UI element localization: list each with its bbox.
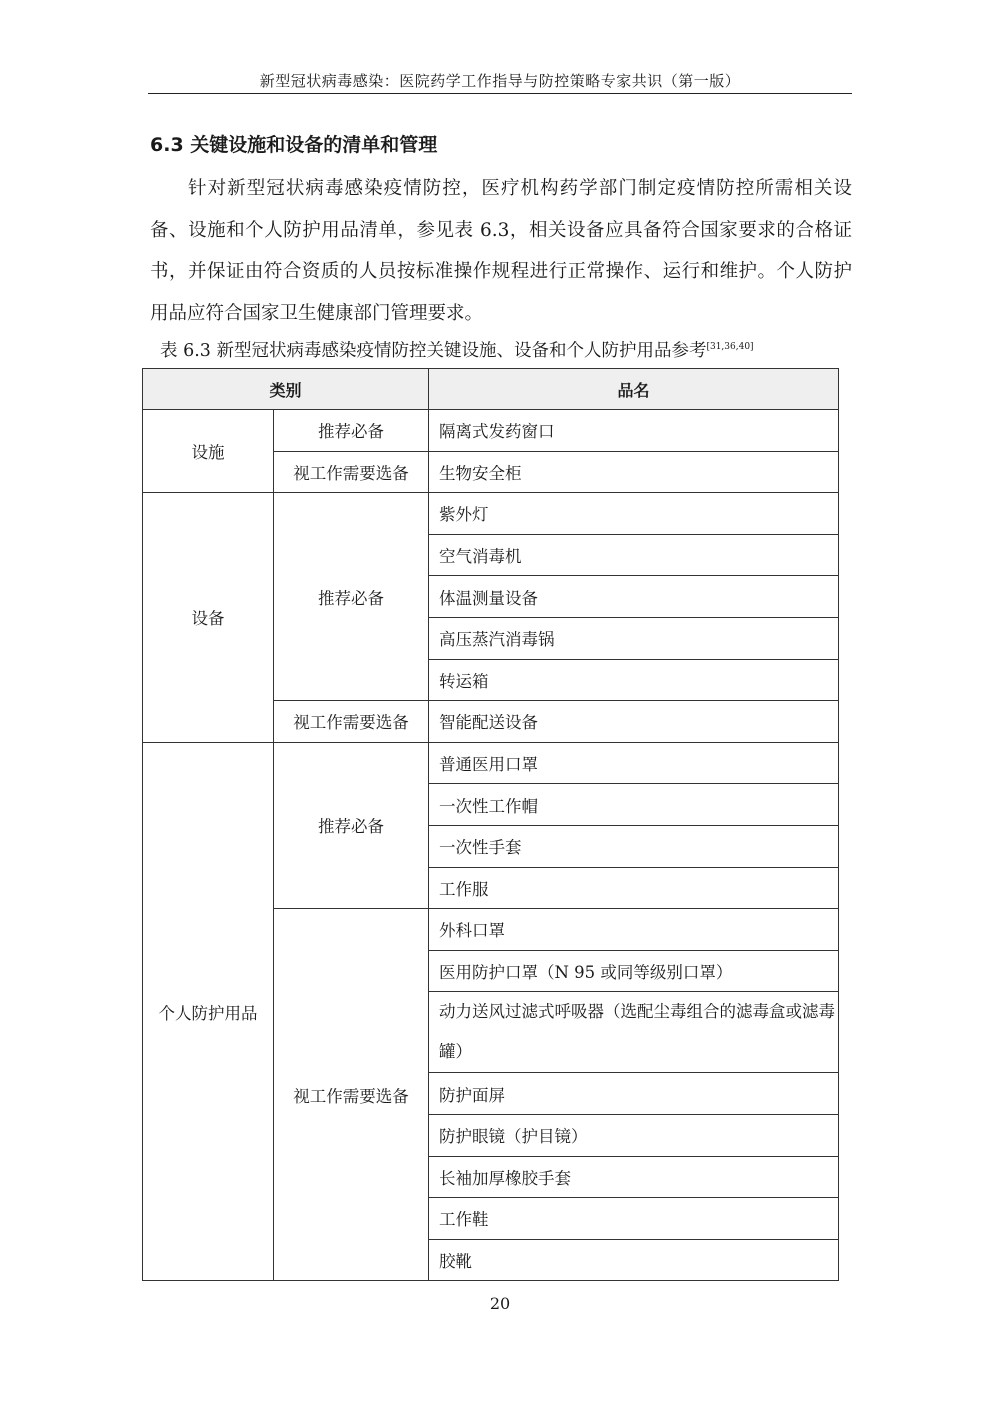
page-number: 20	[489, 1294, 511, 1313]
item-cell: 外科口罩	[429, 909, 839, 951]
item-cell: 普通医用口罩	[429, 742, 839, 784]
item-cell: 智能配送设备	[429, 701, 839, 743]
subcategory-cell: 推荐必备	[274, 493, 429, 701]
subcategory-cell: 推荐必备	[274, 742, 429, 908]
item-cell: 工作服	[429, 867, 839, 909]
table-header-row	[143, 369, 839, 410]
table-row	[143, 410, 839, 452]
subcategory-cell: 视工作需要选备	[274, 701, 429, 743]
item-cell: 医用防护口罩（N 95 或同等级别口罩）	[429, 950, 839, 992]
category-cell: 设备	[143, 493, 274, 743]
subcategory-cell: 视工作需要选备	[274, 451, 429, 493]
item-cell: 高压蒸汽消毒锅	[429, 617, 839, 659]
item-cell: 一次性工作帽	[429, 784, 839, 826]
header-rule	[148, 93, 852, 94]
subcategory-cell: 推荐必备	[274, 410, 429, 452]
item-cell: 防护眼镜（护目镜）	[429, 1114, 839, 1156]
running-header: 新型冠状病毒感染：医院药学工作指导与防控策略专家共识（第一版）	[259, 72, 741, 90]
header-item: 品名	[429, 369, 839, 410]
item-cell: 防护面屏	[429, 1073, 839, 1115]
subcategory-cell: 视工作需要选备	[274, 909, 429, 1281]
category-cell: 个人防护用品	[143, 742, 274, 1281]
table-body	[143, 410, 839, 1281]
item-cell: 动力送风过滤式呼吸器（选配尘毒组合的滤毒盒或滤毒罐）	[429, 992, 839, 1073]
table-caption-text: 表 6.3 新型冠状病毒感染疫情防控关键设施、设备和个人防护用品参考	[160, 341, 707, 361]
item-cell: 生物安全柜	[429, 451, 839, 493]
item-cell: 空气消毒机	[429, 534, 839, 576]
table-row	[143, 493, 839, 535]
category-cell: 设施	[143, 410, 274, 493]
body-paragraph	[150, 168, 852, 334]
header-category: 类别	[143, 369, 429, 410]
item-cell: 胶靴	[429, 1239, 839, 1281]
item-cell: 一次性手套	[429, 825, 839, 867]
table-caption-reference: [31,36,40]	[706, 342, 754, 352]
item-cell: 转运箱	[429, 659, 839, 701]
section-title: 6.3 关键设施和设备的清单和管理	[150, 134, 438, 156]
table-row	[143, 742, 839, 784]
item-cell: 长袖加厚橡胶手套	[429, 1156, 839, 1198]
equipment-table	[142, 368, 839, 1281]
table-caption	[160, 337, 754, 362]
item-cell: 隔离式发药窗口	[429, 410, 839, 452]
item-cell: 体温测量设备	[429, 576, 839, 618]
item-cell: 工作鞋	[429, 1198, 839, 1240]
item-cell: 紫外灯	[429, 493, 839, 535]
body-paragraph-text: 针对新型冠状病毒感染疫情防控，医疗机构药学部门制定疫情防控所需相关设备、设施和个人防护用品清单，参见表 6.3，相关设备应具备符合国家要求的合格证书，并保证由符合资质的人员按标准操作规程进行正常操作、运行和维护。个人防护用品应符合国家卫生健康部门管理要求。	[150, 178, 852, 324]
